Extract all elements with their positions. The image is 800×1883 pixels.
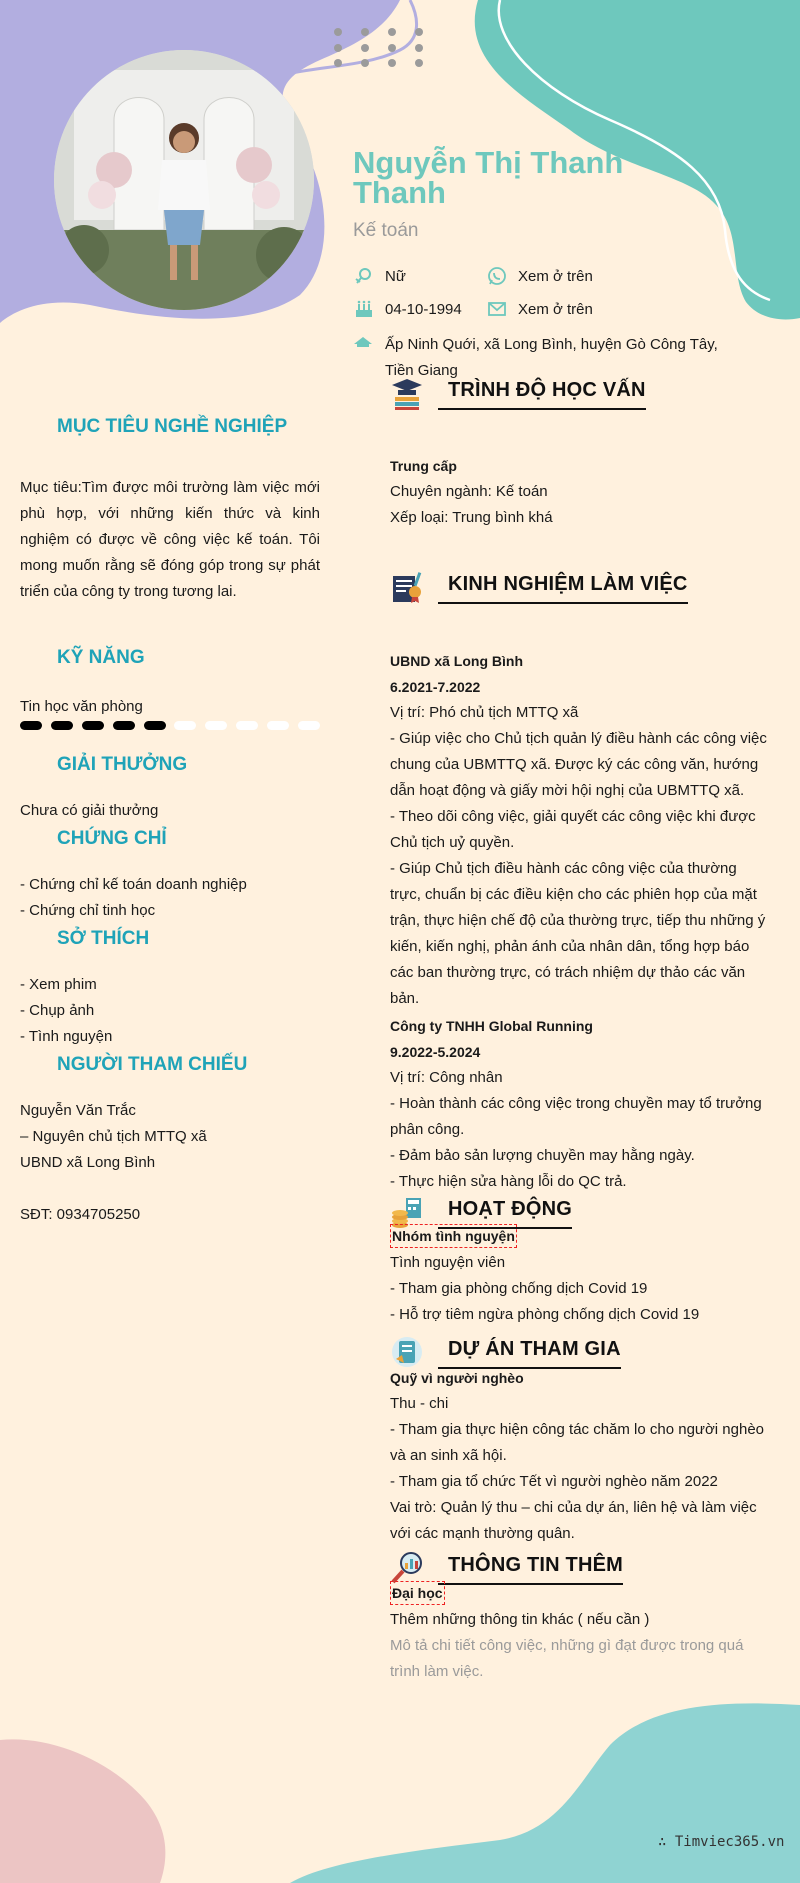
experience-job-1 xyxy=(390,648,770,1012)
certificates-heading: CHỨNG CHỈ xyxy=(57,828,167,849)
email-row xyxy=(486,299,593,319)
graduation-cap-icon xyxy=(390,376,424,410)
profile-photo xyxy=(54,50,314,310)
job-line: - Giúp việc cho Chủ tịch quản lý điều hành các công việc chung của UBMTTQ xã. Được ký các công văn, hướng dẫn hoạt động và giấy mời hội nghị của UBMTTQ xã. xyxy=(390,730,767,799)
hobbies-list xyxy=(20,972,320,1050)
skills-heading: KỸ NĂNG xyxy=(57,647,145,668)
phone-row xyxy=(486,266,593,286)
home-icon xyxy=(353,334,375,354)
projects-line: Vai trò: Quản lý thu – chi của dự án, liên hệ và làm việc với các mạnh thường quân. xyxy=(390,1499,757,1542)
skill-level-bar xyxy=(20,721,320,731)
projects-heading xyxy=(390,1335,621,1369)
email-value: Xem ở trên xyxy=(518,300,593,318)
hobby-item: - Chụp ảnh xyxy=(20,1002,95,1019)
more-info-body xyxy=(390,1581,770,1685)
references-heading: NGƯỜI THAM CHIẾU xyxy=(57,1054,248,1075)
experience-job-2 xyxy=(390,1013,770,1195)
job-company: Công ty TNHH Global Running xyxy=(390,1018,593,1034)
projects-line: Thu - chi xyxy=(390,1395,449,1412)
phone-value: Xem ở trên xyxy=(518,267,593,285)
footer-brand[interactable]: ∴ Timviec365.vn xyxy=(658,1834,785,1850)
gender-value: Nữ xyxy=(385,267,406,285)
job-period: 9.2022-5.2024 xyxy=(390,1044,481,1060)
objective-heading: MỤC TIÊU NGHỀ NGHIỆP xyxy=(57,416,288,437)
more-info-title: THÔNG TIN THÊM xyxy=(438,1554,623,1585)
education-school: Trung cấp xyxy=(390,458,457,474)
cake-icon xyxy=(353,299,375,319)
job-line: - Đảm bảo sản lượng chuyền may hằng ngày. xyxy=(390,1147,695,1164)
job-line: - Hoàn thành các công việc trong chuyền may tổ trưởng phân công. xyxy=(390,1095,762,1138)
more-info-heading xyxy=(390,1551,623,1585)
activities-line: Tình nguyện viên xyxy=(390,1254,506,1271)
job-line: - Giúp Chủ tịch điều hành các công việc của thường trực, chuẩn bị các điều kiện cho các phiên họp của mặt trận, thực hiện chế độ của thường trực, tiếp thu những ý kiến, kiến nghị, phản ánh của nhân dân, tổng hợp báo các ban thường trực, có trách nhiệm dự thảo các văn bản. xyxy=(390,860,766,1007)
objective-text: Mục tiêu:Tìm được môi trường làm việc mới phù hợp, với những kiến thức và kinh nghiệm có được về công việc kế toán. Tôi mong muốn rằng sẽ đóng góp trong sự phát triển của công ty trong tương lai. xyxy=(20,479,320,600)
projects-org: Quỹ vì người nghèo xyxy=(390,1370,524,1386)
reference-line: – Nguyên chủ tịch MTTQ xã xyxy=(20,1128,207,1145)
certificate-icon xyxy=(390,570,424,604)
activities-line: - Tham gia phòng chống dịch Covid 19 xyxy=(390,1280,648,1297)
education-heading xyxy=(390,376,646,410)
skill-segment xyxy=(236,721,258,730)
awards-text: Chưa có giải thưởng xyxy=(20,802,159,819)
projects-line: - Tham gia tổ chức Tết vì người nghèo năm 2022 xyxy=(390,1473,718,1490)
certificates-list xyxy=(20,872,320,924)
clipboard-icon xyxy=(390,1335,424,1369)
job-title: Kế toán xyxy=(353,220,419,241)
reference-line: UBND xã Long Bình xyxy=(20,1154,156,1171)
activities-title: HOẠT ĐỘNG xyxy=(438,1198,572,1229)
whatsapp-icon xyxy=(486,266,508,286)
reference-phone: SĐT: 0934705250 xyxy=(20,1206,141,1223)
skill-segment xyxy=(298,721,320,730)
gender-icon xyxy=(353,266,375,286)
hobby-item: - Xem phim xyxy=(20,976,97,993)
hobby-item: - Tình nguyện xyxy=(20,1028,113,1045)
skill-name: Tin học văn phòng xyxy=(20,698,143,715)
awards-heading: GIẢI THƯỞNG xyxy=(57,754,188,775)
projects-title: DỰ ÁN THAM GIA xyxy=(438,1338,621,1369)
skill-segment xyxy=(82,721,104,730)
pink-blob xyxy=(0,1739,165,1883)
mail-icon xyxy=(486,299,508,319)
candidate-name: Nguyễn Thị Thanh Thanh xyxy=(353,145,624,210)
job-line: - Thực hiện sửa hàng lỗi do QC trả. xyxy=(390,1173,627,1190)
skill-segment xyxy=(205,721,227,730)
education-line: Xếp loại: Trung bình khá xyxy=(390,509,553,526)
experience-title: KINH NGHIỆM LÀM VIỆC xyxy=(438,573,688,604)
more-info-line: Thêm những thông tin khác ( nếu cần ) xyxy=(390,1611,650,1628)
activities-line: - Hỗ trợ tiêm ngừa phòng chống dịch Covid 19 xyxy=(390,1306,700,1323)
projects-line: - Tham gia thực hiện công tác chăm lo cho người nghèo và an sinh xã hội. xyxy=(390,1421,765,1464)
certificate-item: - Chứng chỉ tinh học xyxy=(20,902,156,919)
experience-heading xyxy=(390,570,688,604)
skill-segment xyxy=(51,721,73,730)
education-body xyxy=(390,453,770,531)
references-list xyxy=(20,1098,320,1228)
certificate-item: - Chứng chỉ kế toán doanh nghiệp xyxy=(20,876,247,893)
job-period: 6.2021-7.2022 xyxy=(390,679,481,695)
more-info-org: Đại học xyxy=(390,1581,445,1605)
skill-segment xyxy=(174,721,196,730)
hobbies-heading: SỞ THÍCH xyxy=(57,928,150,949)
birthday-row xyxy=(353,299,462,319)
activities-body xyxy=(390,1224,770,1328)
education-title: TRÌNH ĐỘ HỌC VẤN xyxy=(438,379,646,410)
job-line: - Theo dõi công việc, giải quyết các công việc khi được Chủ tịch uỷ quyền. xyxy=(390,808,756,851)
gender-row xyxy=(353,266,406,286)
skill-segment xyxy=(267,721,289,730)
skill-segment xyxy=(144,721,166,730)
activities-org: Nhóm tình nguyện xyxy=(390,1224,517,1248)
projects-body xyxy=(390,1365,770,1547)
address-value: Ấp Ninh Quới, xã Long Bình, huyện Gò Công Tây, Tiền Giang xyxy=(385,336,718,379)
education-line: Chuyên ngành: Kế toán xyxy=(390,483,548,500)
job-line: Vị trí: Phó chủ tịch MTTQ xã xyxy=(390,704,579,721)
birthday-value: 04-10-1994 xyxy=(385,300,462,318)
reference-line: Nguyễn Văn Trắc xyxy=(20,1102,136,1119)
skill-segment xyxy=(20,721,42,730)
skill-segment xyxy=(113,721,135,730)
teal-bottom-blob xyxy=(290,1703,800,1883)
magnifier-chart-icon xyxy=(390,1551,424,1585)
job-company: UBND xã Long Bình xyxy=(390,653,523,669)
job-line: Vị trí: Công nhân xyxy=(390,1069,503,1086)
more-info-placeholder[interactable]: Mô tả chi tiết công việc, những gì đạt được trong quá trình làm việc. xyxy=(390,1637,744,1680)
